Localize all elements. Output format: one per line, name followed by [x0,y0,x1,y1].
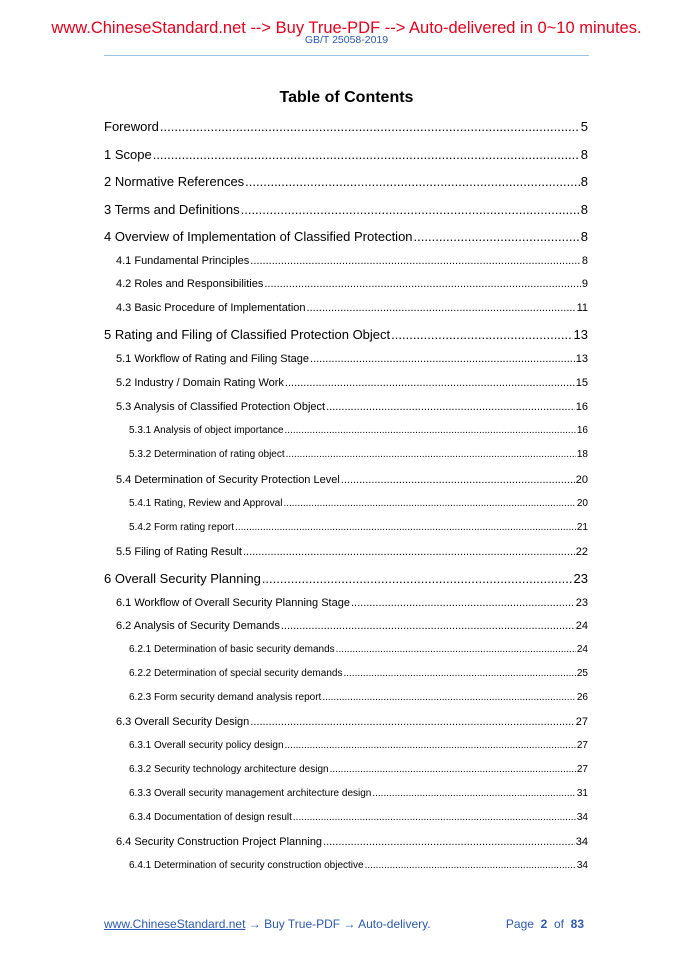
toc-entry-5-4-2[interactable] [104,521,588,535]
toc-entry-2[interactable] [104,173,588,191]
toc-entry-page: 34 [575,836,588,848]
toc-entry-page: 20 [576,498,588,509]
toc-entry-page: 25 [576,668,588,679]
toc-entry-6-3-1[interactable] [104,739,588,753]
toc-entry-5-3-1[interactable] [104,424,588,438]
toc-entry-label: 6.3.3 Overall security management architecture design [129,788,372,799]
toc-entry-5-3-2[interactable] [104,448,588,462]
toc-entry-page: 8 [580,174,588,189]
toc-entry-page: 8 [581,255,588,267]
toc-entry-label: 6.2 Analysis of Security Demands [116,620,280,632]
toc-entry-page: 23 [575,597,588,609]
page-word: Page [505,917,534,931]
toc-entry-page: 27 [576,740,588,751]
toc-entry-page: 16 [576,425,588,436]
header-divider [104,55,589,56]
page-indicator [506,916,584,932]
toc-entry-page: 24 [575,620,588,632]
toc-entry-label: 5.4.2 Form rating report [129,522,235,533]
toc-entry-page: 5 [580,119,588,134]
toc-entry-label: 6.2.1 Determination of basic security demands [129,644,335,655]
toc-entry-6-4-1[interactable] [104,859,588,873]
footer-site-link[interactable]: www.ChineseStandard.net [104,917,246,931]
toc-entry-6-3-2[interactable] [104,763,588,777]
toc-entry-page: 31 [576,788,588,799]
toc-entry-page: 13 [573,327,588,342]
toc-entry-page: 18 [576,449,588,460]
toc-entry-label: 5.3.1 Analysis of object importance [129,425,284,436]
toc-entry-label: 2 Normative References [104,174,245,189]
toc-entry-4[interactable] [104,228,588,246]
toc-entry-label: 4 Overview of Implementation of Classified Protection [104,229,413,244]
toc-entry-5-4[interactable] [104,472,588,488]
toc-entry-page: 9 [581,278,588,290]
toc-entry-page: 27 [576,764,588,775]
toc-entry-4-2[interactable] [104,276,588,292]
toc-entry-4-3[interactable] [104,300,588,316]
toc-entry-4-1[interactable] [104,253,588,269]
toc-entry-label: 5.4 Determination of Security Protection Level [116,474,340,486]
page-total: 83 [570,917,584,931]
toc-entry-label: 6.3.2 Security technology architecture design [129,764,329,775]
toc-entry-6-4[interactable] [104,834,588,850]
toc-entry-6-3-4[interactable] [104,811,588,825]
toc-entry-label: Foreword [104,119,159,134]
toc-entry-3[interactable] [104,201,588,219]
toc-entry-label: 5.5 Filing of Rating Result [116,546,242,558]
toc-entry-label: 6.4 Security Construction Project Planning [116,836,323,848]
toc-entry-label: 5.4.1 Rating, Review and Approval [129,498,283,509]
toc-entry-5-2[interactable] [104,375,588,391]
toc-entry-page: 21 [576,522,588,533]
toc-entry-label: 6 Overall Security Planning [104,571,261,586]
footer-link-suffix: → Buy True-PDF → Auto-delivery. [245,917,431,931]
toc-entry-1[interactable] [104,146,588,164]
toc-entry-page: 8 [580,229,588,244]
toc-entry-6-2[interactable] [104,618,588,634]
page-of: of [553,917,564,931]
toc-entry-label: 6.2.2 Determination of special security demands [129,668,343,679]
toc-entry-page: 27 [575,716,588,728]
toc-entry-page: 8 [580,202,588,217]
toc-entry-page: 11 [576,302,588,314]
toc-title: Table of Contents [279,89,414,106]
toc-entry-label: 5.3 Analysis of Classified Protection Object [116,401,326,413]
standard-code: GB/T 25058-2019 [304,34,389,46]
toc-entry-page: 23 [573,571,588,586]
toc-entry-6-2-2[interactable] [104,667,588,681]
toc-entry-5[interactable] [104,326,588,344]
toc-entry-label: 6.3.4 Documentation of design result [129,812,292,823]
toc-entry-5-1[interactable] [104,351,588,367]
toc-entry-label: 6.4.1 Determination of security construction objective [129,860,364,871]
toc-entry-page: 34 [576,860,588,871]
toc-entry-foreword[interactable] [104,118,588,136]
toc-entry-page: 15 [575,377,588,389]
toc-entry-page: 22 [575,546,588,558]
toc-entry-5-5[interactable] [104,544,588,560]
toc-entry-6-2-1[interactable] [104,643,588,657]
toc-entry-label: 4.1 Fundamental Principles [116,255,250,267]
toc-entry-5-3[interactable] [104,399,588,415]
toc-entry-page: 24 [576,644,588,655]
toc-entry-label: 3 Terms and Definitions [104,202,240,217]
toc-entry-label: 6.3.1 Overall security policy design [129,740,284,751]
toc-entry-page: 20 [575,474,588,486]
toc-entry-page: 16 [575,401,588,413]
toc-entry-label: 6.3 Overall Security Design [116,716,250,728]
toc-entry-6[interactable] [104,570,588,588]
toc-entry-6-2-3[interactable] [104,691,588,705]
toc-entry-6-3-3[interactable] [104,787,588,801]
toc-entry-label: 5.3.2 Determination of rating object [129,449,285,460]
toc-entry-label: 5 Rating and Filing of Classified Protection Object [104,327,391,342]
toc-entry-label: 1 Scope [104,147,152,162]
page-current: 2 [540,917,548,931]
promo-banner[interactable]: www.ChineseStandard.net --> Buy True-PDF --> Auto-delivered in 0~10 minutes. [51,19,642,37]
toc-entry-label: 4.3 Basic Procedure of Implementation [116,302,306,314]
footer-link-group [104,916,431,932]
toc-entry-label: 6.2.3 Form security demand analysis report [129,692,322,703]
page-footer [104,916,584,932]
toc-entry-label: 6.1 Workflow of Overall Security Planning Stage [116,597,350,609]
toc-entry-5-4-1[interactable] [104,497,588,511]
toc-entry-page: 34 [576,812,588,823]
toc-entry-page: 8 [580,147,588,162]
toc-entry-page: 13 [575,353,588,365]
toc-entry-page: 26 [576,692,588,703]
toc-entry-label: 5.2 Industry / Domain Rating Work [116,377,284,389]
toc-entry-label: 4.2 Roles and Responsibilities [116,278,264,290]
toc-entry-6-1[interactable] [104,595,588,611]
toc-entry-6-3[interactable] [104,714,588,730]
toc-entry-label: 5.1 Workflow of Rating and Filing Stage [116,353,310,365]
